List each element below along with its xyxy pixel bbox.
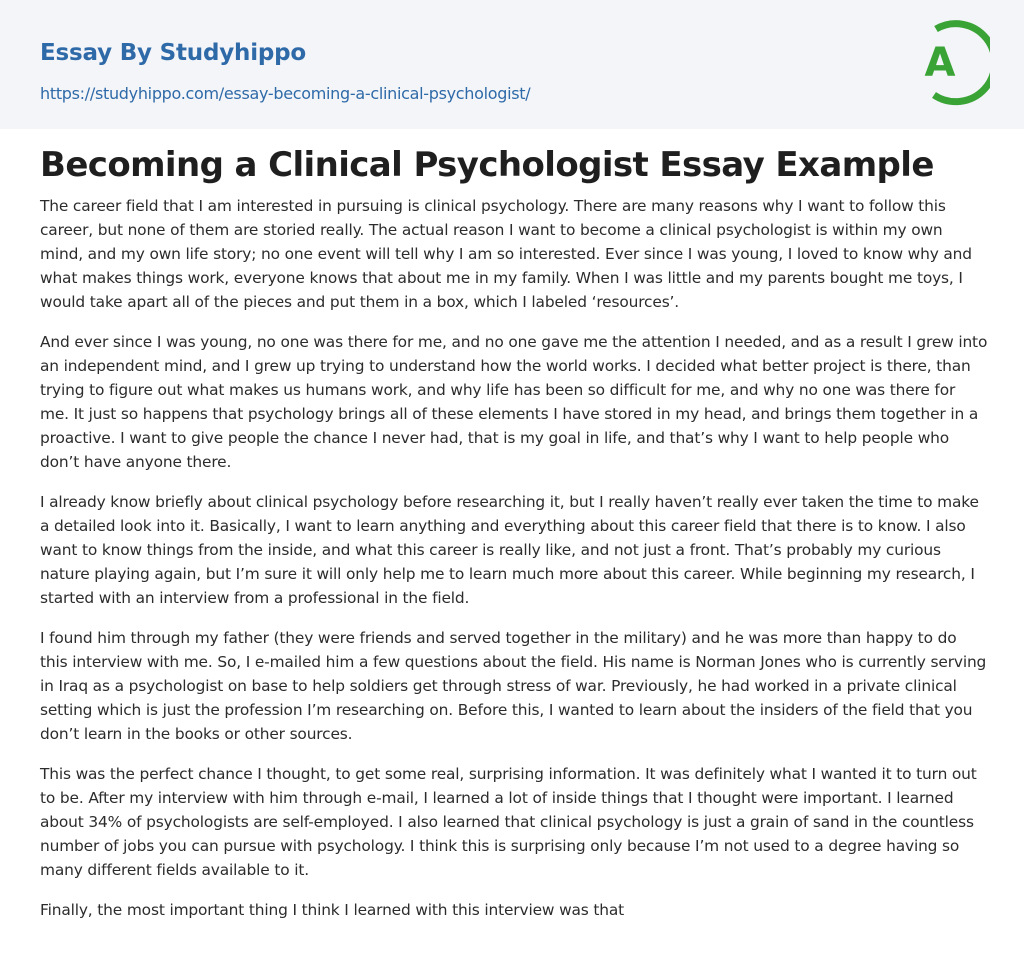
logo-letter: A — [924, 40, 956, 86]
essay-paragraph: The career field that I am interested in pursuing is clinical psychology. There are many reasons why I want to follow this career, but none of them are storied really. The actual reason I want to become a clinical psychologist is within my own mind, and my own life story; no one event will tell why I am so interested. Ever since I was young, I loved to know why and what makes things work, everyone knows that about me in my family. When I was little and my parents bought me toys, I would take apart all of the pieces and put them in a box, which I labeled ‘resources’. — [40, 197, 972, 311]
essay-paragraph: Finally, the most important thing I think I learned with this interview was that — [40, 901, 625, 919]
studyhippo-logo-icon[interactable] — [910, 18, 990, 106]
essay-paragraph: I already know briefly about clinical psychology before researching it, but I really haven’t really ever taken the time to make a detailed look into it. Basically, I want to learn anything and everything about this career field that there is to know. I also want to know things from the inside, and what this career is really like, and not just a front. That’s probably my curious nature playing again, but I’m sure it will only help me to learn much more about this career. While beginning my research, I started with an interview from a professional in the field. — [40, 493, 979, 607]
site-brand[interactable]: Essay By Studyhippo — [40, 40, 307, 66]
essay-title: Becoming a Clinical Psychologist Essay Example — [40, 145, 934, 185]
essay-paragraph: This was the perfect chance I thought, to get some real, surprising information. It was definitely what I wanted it to turn out to be. After my interview with him through e-mail, I learned a lot of inside things that I thought were important. I learned about 34% of psychologists are self-employed. I also learned that clinical psychology is just a grain of sand in the countless number of jobs you can pursue with psychology. I think this is surprising only because I’m not used to a degree having so many different fields available to it. — [40, 765, 977, 879]
essay-url-link[interactable]: https://studyhippo.com/essay-becoming-a-clinical-psychologist/ — [40, 84, 531, 103]
essay-paragraph: I found him through my father (they were friends and served together in the military) and he was more than happy to do this interview with me. So, I e-mailed him a few questions about the field. His name is Norman Jones who is currently serving in Iraq as a psychologist on base to help soldiers get through stress of war. Previously, he had worked in a private clinical setting which is just the profession I’m researching on. Before this, I wanted to learn about the insiders of the field that you don’t learn in the books or other sources. — [40, 629, 987, 743]
essay-paragraph: And ever since I was young, no one was there for me, and no one gave me the attention I needed, and as a result I grew into an independent mind, and I grew up trying to understand how the world works. I decided what better project is there, than trying to figure out what makes us humans work, and why life has been so difficult for me, and why no one was there for me. It just so happens that psychology brings all of these elements I have stored in my head, and brings them together in a proactive. I want to give people the chance I never had, that is my goal in life, and that’s why I want to help people who don’t have anyone there. — [40, 333, 988, 471]
essay-body — [40, 194, 988, 938]
site-header — [0, 0, 1024, 129]
